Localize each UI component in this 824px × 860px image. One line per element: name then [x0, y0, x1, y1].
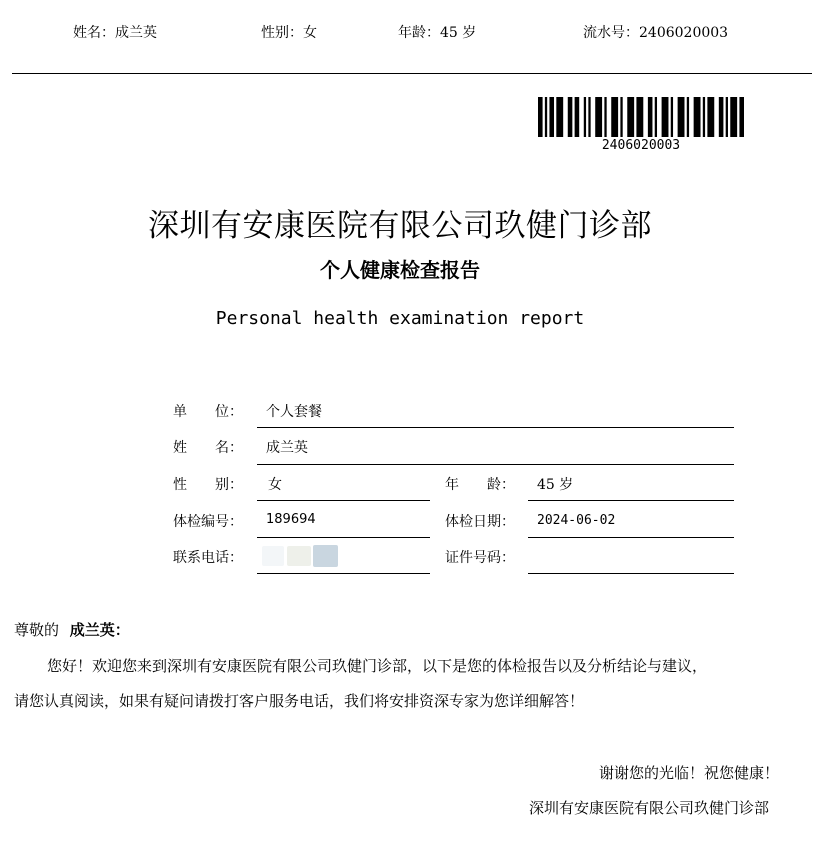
exam-date-underline: [528, 537, 734, 538]
barcode-bar: [678, 97, 685, 137]
barcode-bar: [694, 97, 701, 137]
gender-underline: [257, 500, 430, 501]
header-name: 姓名：成兰英: [73, 25, 157, 41]
id-number-label: 证件号码：: [445, 550, 515, 566]
id-number-underline: [528, 573, 734, 574]
age-label: 年 龄：: [445, 477, 515, 493]
organization-title: 深圳有安康医院有限公司玖健门诊部: [148, 208, 652, 244]
exam-number-underline: [257, 537, 430, 538]
barcode-bar: [595, 97, 602, 137]
barcode-bar: [730, 97, 737, 137]
barcode-bar: [549, 97, 554, 137]
age-value: 45 岁: [537, 477, 574, 493]
phone-redaction-dark: [313, 545, 338, 567]
barcode-bar: [620, 97, 622, 137]
header-age: 年龄：45 岁: [398, 25, 477, 41]
barcode-bar: [575, 97, 580, 137]
exam-date-label: 体检日期：: [445, 514, 515, 530]
barcode-bar: [604, 97, 606, 137]
phone-redaction-light: [262, 546, 284, 566]
barcode-bar: [627, 97, 634, 137]
gender-value: 女: [268, 477, 282, 493]
gender-label: 性 别：: [173, 477, 243, 493]
header-gender: 性别：女: [261, 25, 317, 41]
barcode-number: 2406020003: [601, 138, 681, 153]
unit-label: 单 位：: [173, 404, 243, 420]
salutation: [14, 619, 130, 640]
barcode-bar: [662, 97, 669, 137]
barcode-bar: [703, 97, 705, 137]
unit-underline: [257, 427, 734, 428]
phone-underline: [257, 573, 430, 574]
exam-number-label: 体检编号：: [173, 514, 243, 530]
barcode-image: [538, 97, 744, 137]
thanks-line: 谢谢您的光临！祝您健康！: [599, 764, 780, 782]
unit-value: 个人套餐: [266, 404, 322, 420]
barcode-bar: [588, 97, 590, 137]
header-serial: 流水号：2406020003: [583, 25, 729, 41]
phone-redaction-mid: [287, 546, 311, 566]
barcode-bar: [655, 97, 657, 137]
barcode-bar: [568, 97, 573, 137]
letter-line-2: 请您认真阅读，如果有疑问请拨打客户服务电话，我们将安排资深专家为您详细解答！: [14, 692, 585, 710]
exam-date-value: 2024-06-02: [537, 513, 616, 528]
signature-line: 深圳有安康医院有限公司玖健门诊部: [529, 799, 770, 817]
letter-line-1: 您好！欢迎您来到深圳有安康医院有限公司玖健门诊部，以下是您的体检报告以及分析结论与建议，: [47, 657, 708, 675]
barcode-bar: [611, 97, 618, 137]
exam-number-value: 189694: [266, 512, 316, 527]
barcode-bar: [584, 97, 586, 137]
header-divider: [12, 73, 812, 74]
barcode-bar: [739, 97, 744, 137]
barcode-bar: [719, 97, 724, 137]
barcode-bar: [726, 97, 728, 137]
report-title-english: Personal health examination report: [215, 308, 585, 329]
barcode-bar: [648, 97, 653, 137]
name-value: 成兰英: [266, 440, 308, 456]
phone-label: 联系电话：: [173, 550, 243, 566]
barcode-bar: [556, 97, 563, 137]
barcode-bar: [636, 97, 643, 137]
barcode-bar: [545, 97, 547, 137]
name-label: 姓 名：: [173, 440, 243, 456]
barcode-bar: [707, 97, 714, 137]
age-underline: [528, 500, 734, 501]
report-title: 个人健康检查报告: [320, 258, 480, 282]
name-underline: [257, 464, 734, 465]
barcode-bar: [538, 97, 543, 137]
barcode-bar: [687, 97, 689, 137]
barcode-bar: [671, 97, 673, 137]
salutation-prefix: 尊敬的: [14, 621, 60, 639]
salutation-name: 成兰英：: [69, 621, 130, 639]
